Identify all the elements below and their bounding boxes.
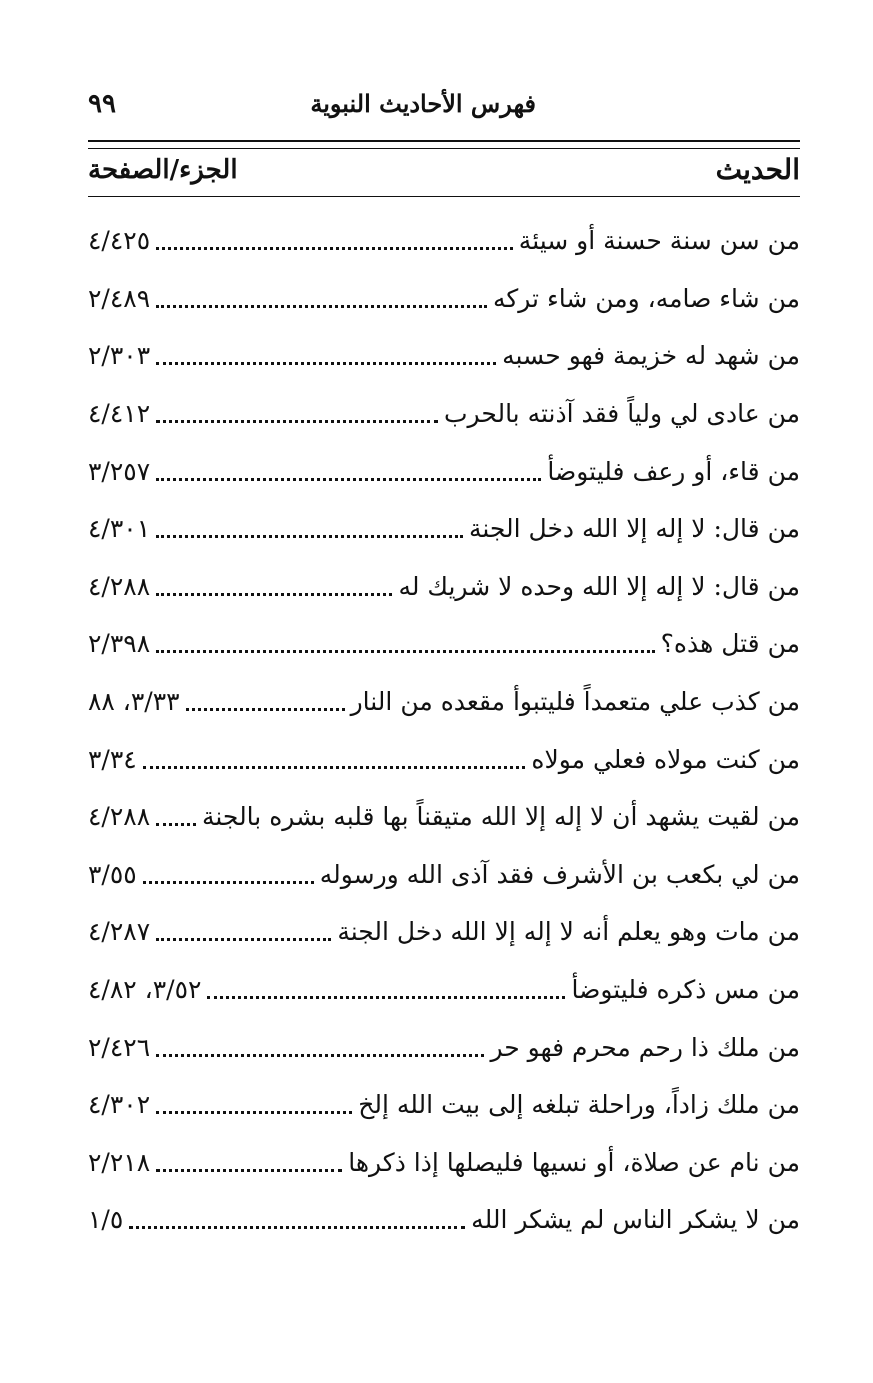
- hadith-text: من قاء، أو رعف فليتوضأ: [547, 456, 800, 486]
- hadith-text: من كنت مولاه فعلي مولاه: [531, 744, 800, 774]
- volume-page-ref: ٣/٢٥٧: [88, 456, 151, 486]
- hadith-text: من مات وهو يعلم أنه لا إله إلا الله دخل الجنة: [337, 917, 800, 947]
- leader-dots: [156, 420, 438, 423]
- hadith-text: من نام عن صلاة، أو نسيها فليصلها إذا ذكرها: [348, 1147, 800, 1177]
- volume-page-ref: ٢/٣٩٨: [88, 629, 151, 659]
- index-entry: [88, 903, 800, 961]
- volume-page-ref: ١/٥: [88, 1205, 124, 1235]
- volume-page-ref: ٣/٣٣، ٨٨: [88, 687, 180, 717]
- volume-page-ref: ٣/٣٤: [88, 744, 137, 774]
- hadith-text: من عادى لي ولياً فقد آذنته بالحرب: [443, 399, 800, 429]
- hadith-text: من لقيت يشهد أن لا إله إلا الله متيقناً بها قلبه بشره بالجنة: [201, 802, 800, 832]
- leader-dots: [156, 593, 392, 596]
- leader-dots: [156, 938, 331, 941]
- volume-page-ref: ٢/٤٨٩: [88, 283, 151, 313]
- volume-page-ref: ٢/٣٠٣: [88, 341, 151, 371]
- index-entry: [88, 212, 800, 270]
- volume-page-ref: ٣/٥٢، ٤/٨٢: [88, 975, 202, 1005]
- index-entry: [88, 788, 800, 846]
- running-title: فهرس الأحاديث النبوية: [310, 89, 536, 118]
- index-entry: [88, 1018, 800, 1076]
- hadith-index-list: [88, 212, 800, 1249]
- leader-dots: [156, 478, 541, 481]
- hadith-text: من لي بكعب بن الأشرف فقد آذى الله ورسوله: [319, 859, 800, 889]
- hadith-text: من قال: لا إله إلا الله دخل الجنة: [468, 514, 800, 544]
- index-entry: [88, 846, 800, 904]
- hadith-text: من لا يشكر الناس لم يشكر الله: [471, 1205, 800, 1235]
- leader-dots: [156, 305, 487, 308]
- hadith-text: من ملك ذا رحم محرم فهو حر: [490, 1032, 800, 1062]
- leader-dots: [156, 1054, 484, 1057]
- leader-dots: [156, 1111, 352, 1114]
- leader-dots: [143, 766, 526, 769]
- leader-dots: [156, 362, 496, 365]
- hadith-text: من قال: لا إله إلا الله وحده لا شريك له: [398, 571, 800, 601]
- index-entry: [88, 442, 800, 500]
- volume-page-ref: ٤/٣٠١: [88, 514, 151, 544]
- index-entry: [88, 730, 800, 788]
- volume-page-ref: ٢/٤٢٦: [88, 1032, 151, 1062]
- leader-dots: [207, 996, 565, 999]
- volume-page-ref: ٢/٢١٨: [88, 1147, 151, 1177]
- page-number: ٩٩: [88, 89, 116, 119]
- header-double-rule: [88, 140, 800, 149]
- leader-dots: [156, 247, 513, 250]
- index-entry: [88, 961, 800, 1019]
- volume-page-ref: ٤/٣٠٢: [88, 1090, 151, 1120]
- index-entry: [88, 327, 800, 385]
- index-entry: [88, 500, 800, 558]
- index-entry: [88, 558, 800, 616]
- hadith-text: من ملك زاداً، وراحلة تبلغه إلى بيت الله إلخ: [358, 1090, 800, 1120]
- hadith-text: من سن سنة حسنة أو سيئة: [518, 226, 800, 256]
- volume-page-ref: ٤/٢٨٨: [88, 571, 151, 601]
- leader-dots: [156, 1169, 342, 1172]
- index-entry: [88, 385, 800, 443]
- volume-page-ref: ٣/٥٥: [88, 859, 137, 889]
- volume-page-ref: ٤/٤١٢: [88, 399, 151, 429]
- volume-page-ref: ٤/٢٨٧: [88, 917, 151, 947]
- column-heading-volume-page: الجزء/الصفحة: [88, 155, 238, 185]
- column-heading-hadith: الحديث: [715, 153, 800, 186]
- hadith-text: من مس ذكره فليتوضأ: [571, 975, 800, 1005]
- index-entry: [88, 270, 800, 328]
- leader-dots: [129, 1226, 465, 1229]
- index-entry: [88, 615, 800, 673]
- leader-dots: [186, 708, 345, 711]
- volume-page-ref: ٤/٤٢٥: [88, 226, 151, 256]
- column-heading-rule: [88, 196, 800, 197]
- leader-dots: [156, 650, 654, 653]
- index-entry: [88, 1191, 800, 1249]
- leader-dots: [143, 881, 314, 884]
- index-entry: [88, 1134, 800, 1192]
- index-entry: [88, 1076, 800, 1134]
- volume-page-ref: ٤/٢٨٨: [88, 802, 151, 832]
- leader-dots: [156, 823, 196, 826]
- running-head: [88, 84, 796, 124]
- hadith-text: من شاء صامه، ومن شاء تركه: [492, 283, 800, 313]
- leader-dots: [156, 535, 463, 538]
- index-entry: [88, 673, 800, 731]
- hadith-text: من شهد له خزيمة فهو حسبه: [502, 341, 800, 371]
- column-headings: [88, 150, 800, 190]
- hadith-text: من كذب علي متعمداً فليتبوأ مقعده من النار: [350, 687, 800, 717]
- hadith-text: من قتل هذه؟: [660, 629, 800, 659]
